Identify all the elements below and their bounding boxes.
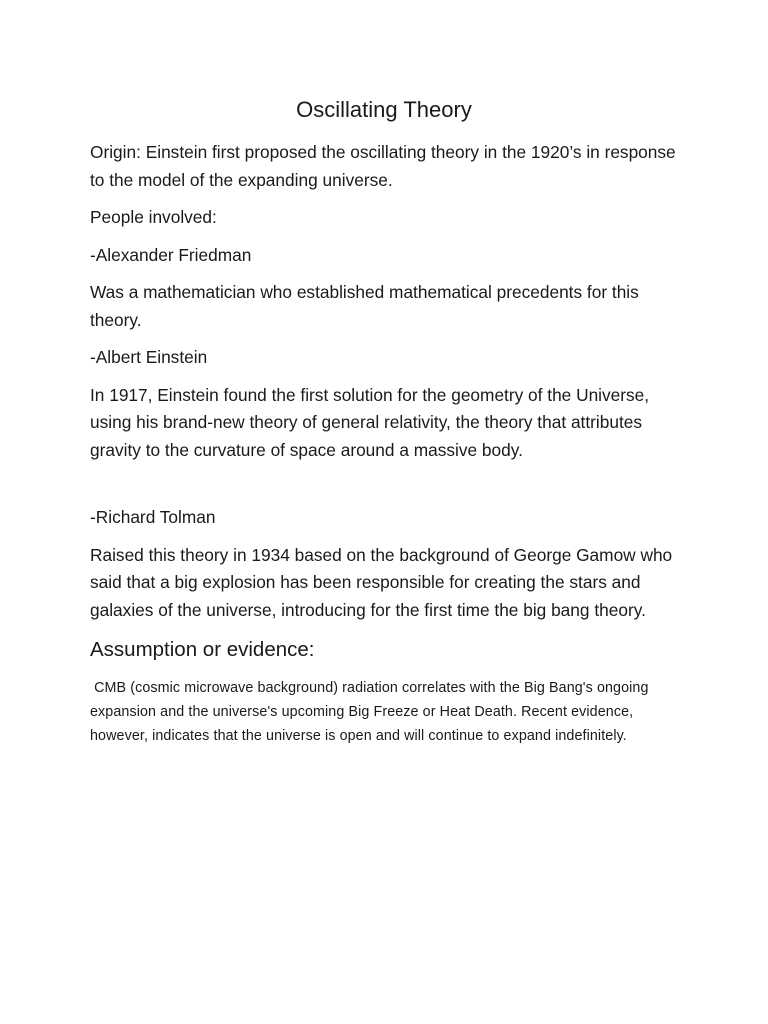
document-body [90,139,690,748]
person-description-friedman: Was a mathematician who established mathematical precedents for this theory. [90,282,639,330]
evidence-paragraph: CMB (cosmic microwave background) radiation correlates with the Big Bang's ongoing expansion and the universe's upcoming Big Freeze or Heat Death. Recent evidence, however, indicates that the universe is open and will continue to expand indefinitely. [90,680,653,744]
person-name-friedman: -Alexander Friedman [90,244,252,265]
evidence-heading: Assumption or evidence: [90,638,315,661]
person-description-einstein: In 1917, Einstein found the first solution for the geometry of the Universe, using his brand-new theory of general relativity, the theory that attributes gravity to the curvature of space around a massive body. [90,384,650,460]
people-involved-label: People involved: [90,207,217,227]
person-name-einstein: -Albert Einstein [90,347,208,367]
person-name-tolman: -Richard Tolman [90,507,216,527]
paragraph-spacer [90,474,690,504]
person-description-tolman: Raised this theory in 1934 based on the background of George Gamow who said that a big explosion has been responsible for creating the stars and galaxies of the universe, introducing for the first time the big bang theory. [90,544,673,620]
page-title: Oscillating Theory [296,97,472,122]
origin-paragraph: Origin: Einstein first proposed the oscillating theory in the 1920’s in response to the model of the expanding universe. [90,142,676,190]
